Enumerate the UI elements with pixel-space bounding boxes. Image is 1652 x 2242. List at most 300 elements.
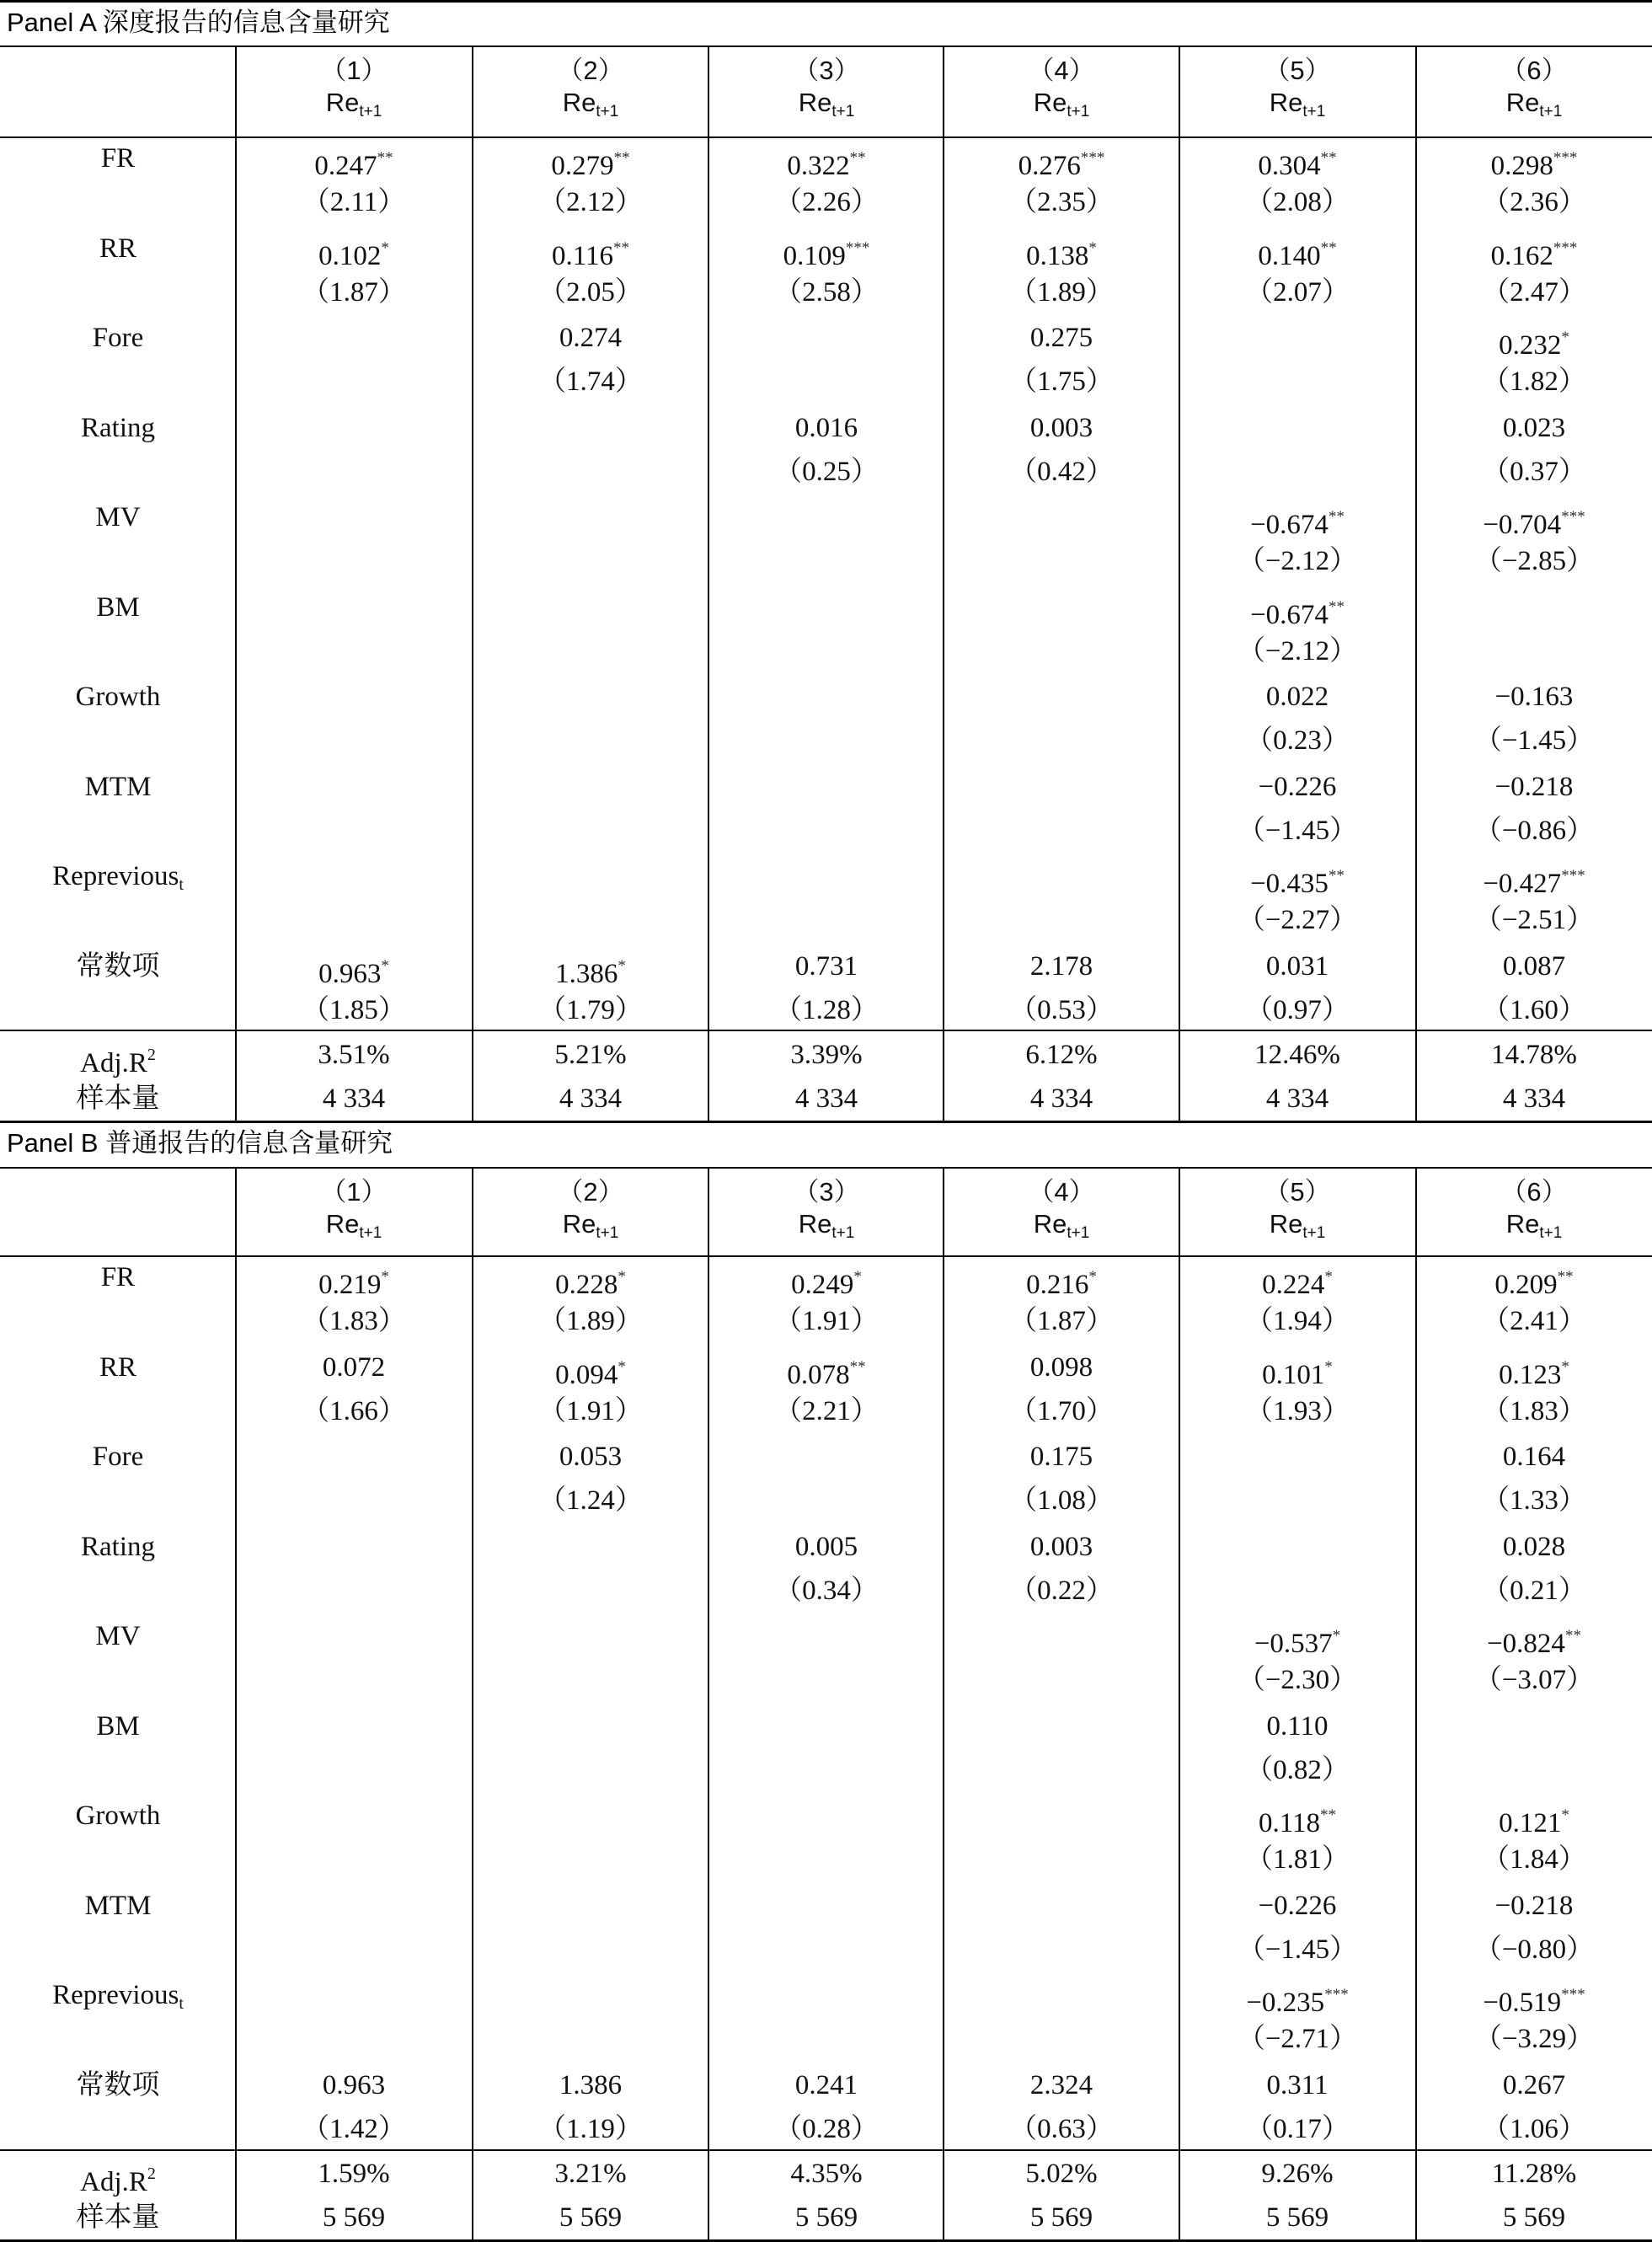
row-label-text: Reprevious xyxy=(52,1980,179,2010)
coefficient-value: −0.674 xyxy=(1250,599,1329,630)
coefficient xyxy=(1416,1260,1652,1302)
significance-stars: *** xyxy=(1561,1986,1585,2004)
dependent-var-name: Re xyxy=(798,1209,832,1239)
t-statistic: （1.74） xyxy=(538,367,643,397)
row-label-text: Fore xyxy=(92,1442,144,1472)
coefficient-value: −0.163 xyxy=(1494,682,1574,712)
column-dependent-var xyxy=(236,88,472,127)
coefficient xyxy=(1179,500,1415,542)
column-number: （5） xyxy=(1264,1177,1331,1207)
coefficient xyxy=(473,1351,708,1392)
t-statistic: （−3.29） xyxy=(1473,2024,1595,2054)
t-statistic: （−2.85） xyxy=(1473,546,1595,576)
coefficient-value: −0.824 xyxy=(1487,1629,1565,1659)
sample-size-label: 样本量 xyxy=(76,1084,160,1114)
adj-r2-label-text: Adj.R xyxy=(80,2167,147,2197)
coefficient xyxy=(473,232,708,273)
coefficient-value: 1.386 xyxy=(559,2069,623,2100)
coefficient xyxy=(236,1351,472,1384)
row-label xyxy=(0,770,236,804)
coefficient-value: 0.311 xyxy=(1266,2069,1329,2100)
t-statistic: （−3.07） xyxy=(1473,1665,1595,1695)
column-number: （3） xyxy=(793,56,860,85)
coefficient-value: −0.704 xyxy=(1483,510,1562,540)
coefficient xyxy=(944,950,1179,983)
row-label-text: MTM xyxy=(84,1890,152,1921)
coefficient xyxy=(944,411,1179,445)
coefficient-value: 0.110 xyxy=(1266,1710,1329,1742)
row-label-text: RR xyxy=(99,233,137,264)
column-dependent-var xyxy=(473,1209,708,1249)
coefficient xyxy=(1416,1530,1652,1564)
coefficient-value: 0.072 xyxy=(322,1351,386,1383)
coefficient xyxy=(236,2068,472,2102)
coefficient-value: 0.053 xyxy=(559,1442,623,1472)
adj-r2-value: 3.51% xyxy=(318,1040,390,1070)
t-statistic: （1.83） xyxy=(1482,1395,1586,1426)
t-statistic: （2.58） xyxy=(774,276,879,308)
adj-r2-value: 3.21% xyxy=(554,2159,627,2189)
t-statistic: （0.17） xyxy=(1245,2113,1350,2144)
t-statistic: （0.21） xyxy=(1482,1575,1586,1606)
coefficient xyxy=(473,1260,708,1302)
t-statistic: （1.87） xyxy=(302,276,406,308)
t-statistic: （−0.86） xyxy=(1473,815,1595,846)
row-label-text: Rating xyxy=(81,412,155,443)
coefficient-value: −0.427 xyxy=(1483,869,1562,899)
significance-stars: *** xyxy=(1324,1986,1349,2004)
row-label xyxy=(0,680,236,714)
coefficient-value: 0.274 xyxy=(559,323,623,353)
dependent-var-subscript: t+1 xyxy=(596,103,619,120)
column-number: （2） xyxy=(557,1177,624,1207)
t-statistic: （1.91） xyxy=(538,1395,643,1426)
dependent-var-subscript: t+1 xyxy=(831,103,855,120)
t-statistic: （1.08） xyxy=(1009,1485,1114,1516)
coefficient-value: −0.674 xyxy=(1250,510,1329,540)
coefficient-value: 0.028 xyxy=(1502,1531,1566,1562)
dependent-var-subscript: t+1 xyxy=(596,1224,619,1242)
row-label-text: Fore xyxy=(92,323,144,353)
row-label-text: FR xyxy=(100,1262,136,1292)
t-statistic: （1.91） xyxy=(774,1306,879,1336)
dependent-var-name: Re xyxy=(562,1209,596,1239)
coefficient-value: 0.118 xyxy=(1258,1808,1321,1838)
column-dependent-var xyxy=(1179,88,1415,127)
dependent-var-subscript: t+1 xyxy=(359,1224,382,1242)
panel-title: Panel B 普通报告的信息含量研究 xyxy=(7,1128,393,1158)
row-label xyxy=(0,142,236,175)
row-label xyxy=(0,1799,236,1833)
column-number: （6） xyxy=(1500,56,1568,85)
dependent-var-name: Re xyxy=(798,88,832,117)
adj-r2-superscript: 2 xyxy=(147,2164,156,2183)
column-number: （1） xyxy=(320,1177,388,1207)
row-label xyxy=(0,1530,236,1564)
coefficient-value: −0.537 xyxy=(1254,1629,1333,1659)
t-statistic: （0.23） xyxy=(1245,725,1350,756)
row-label-text: BM xyxy=(96,1710,140,1742)
dependent-var-name: Re xyxy=(325,1209,360,1239)
coefficient-value: 0.241 xyxy=(794,2069,858,2100)
significance-stars: ** xyxy=(1328,508,1345,526)
column-number: （5） xyxy=(1264,56,1331,85)
t-statistic: （1.89） xyxy=(1009,276,1114,308)
adj-r2-superscript: 2 xyxy=(147,1046,156,1064)
column-number: （2） xyxy=(557,56,624,85)
coefficient xyxy=(1179,1351,1415,1392)
sample-size-value: 4 334 xyxy=(1265,1084,1329,1114)
t-statistic: （0.25） xyxy=(774,456,879,487)
t-statistic: （2.11） xyxy=(302,187,406,217)
t-statistic: （2.35） xyxy=(1009,187,1114,217)
coefficient-value: 0.003 xyxy=(1029,1531,1093,1562)
row-label-text: Growth xyxy=(75,682,161,712)
coefficient xyxy=(1416,232,1652,273)
dependent-var-subscript: t+1 xyxy=(1067,103,1090,120)
t-statistic: （1.19） xyxy=(538,2113,643,2144)
t-statistic: （1.79） xyxy=(538,994,643,1025)
adj-r2-value: 4.35% xyxy=(790,2159,863,2189)
row-label xyxy=(0,1619,236,1653)
row-label xyxy=(0,591,236,624)
adj-r2-value: 14.78% xyxy=(1491,1040,1577,1070)
coefficient-value: 0.164 xyxy=(1502,1442,1566,1472)
sample-size-label: 样本量 xyxy=(76,2202,160,2233)
coefficient-value: 0.731 xyxy=(794,950,858,982)
column-dependent-var xyxy=(708,88,944,127)
coefficient xyxy=(1416,1889,1652,1923)
coefficient-value: 0.232 xyxy=(1499,330,1562,361)
significance-stars: *** xyxy=(1553,149,1578,167)
coefficient xyxy=(1179,142,1415,183)
coefficient-value: 0.249 xyxy=(791,1270,854,1300)
row-label xyxy=(0,1260,236,1294)
t-statistic: （−2.27） xyxy=(1237,905,1358,935)
coefficient-value: 2.178 xyxy=(1029,950,1093,982)
adj-r2-value: 1.59% xyxy=(318,2159,390,2189)
sample-size-value: 5 569 xyxy=(322,2202,386,2233)
sample-size-value: 4 334 xyxy=(559,1084,623,1114)
row-label-text: MTM xyxy=(84,771,152,802)
significance-stars: * xyxy=(617,956,626,975)
column-dependent-var xyxy=(236,1209,472,1249)
t-statistic: （0.97） xyxy=(1245,994,1350,1025)
row-label-subscript: t xyxy=(179,875,184,894)
coefficient xyxy=(1416,1978,1652,2020)
coefficient xyxy=(473,1440,708,1474)
coefficient-value: 0.140 xyxy=(1258,240,1321,271)
coefficient-value: 0.098 xyxy=(1029,1351,1093,1383)
coefficient-value: −0.235 xyxy=(1246,1988,1325,2018)
coefficient-value: 0.275 xyxy=(1029,323,1093,353)
header-rule xyxy=(0,136,1652,138)
adj-r2-value: 5.21% xyxy=(554,1040,627,1070)
coefficient-value: 0.023 xyxy=(1502,412,1566,443)
t-statistic: （0.53） xyxy=(1009,994,1114,1025)
sample-size-value: 5 569 xyxy=(559,2202,623,2233)
coefficient-value: 0.322 xyxy=(787,151,850,181)
column-dependent-var xyxy=(1416,1209,1652,1249)
significance-stars: * xyxy=(1088,238,1097,257)
coefficient-value: 0.022 xyxy=(1265,682,1329,712)
adj-r2-label xyxy=(0,2157,236,2199)
coefficient-value: −0.519 xyxy=(1483,1988,1562,2018)
t-statistic: （2.47） xyxy=(1482,276,1586,308)
coefficient-value: −0.226 xyxy=(1258,771,1337,802)
coefficient xyxy=(708,1530,944,1564)
dependent-var-subscript: t+1 xyxy=(1539,1224,1563,1242)
t-statistic: （−1.45） xyxy=(1237,815,1358,846)
row-label xyxy=(0,232,236,265)
significance-stars: *** xyxy=(1561,867,1585,885)
row-label-text: Rating xyxy=(81,1531,155,1562)
significance-stars: *** xyxy=(1561,508,1585,526)
coefficient xyxy=(236,232,472,273)
coefficient-value: 0.109 xyxy=(783,240,846,271)
coefficient-value: 0.279 xyxy=(551,151,614,181)
coefficient xyxy=(1179,591,1415,632)
significance-stars: ** xyxy=(1320,149,1337,167)
adj-rule xyxy=(0,1030,1652,1031)
t-statistic: （1.75） xyxy=(1009,367,1114,397)
t-statistic: （1.83） xyxy=(302,1306,406,1336)
t-statistic: （−1.45） xyxy=(1473,725,1595,756)
coefficient xyxy=(473,142,708,183)
column-number: （6） xyxy=(1500,1177,1568,1207)
coefficient xyxy=(944,2068,1179,2102)
t-statistic: （1.82） xyxy=(1482,367,1586,397)
coefficient xyxy=(1179,680,1415,714)
header-rule xyxy=(0,1255,1652,1257)
coefficient-value: 0.963 xyxy=(322,2069,386,2100)
t-statistic: （0.37） xyxy=(1482,456,1586,487)
coefficient-value: 0.101 xyxy=(1262,1359,1325,1390)
coefficient xyxy=(236,1260,472,1302)
coefficient-value: 0.162 xyxy=(1490,240,1553,271)
sample-size-value: 5 569 xyxy=(794,2202,858,2233)
coefficient xyxy=(236,950,472,991)
sample-size-value: 4 334 xyxy=(1502,1084,1566,1114)
t-statistic: （2.12） xyxy=(538,187,643,217)
coefficient xyxy=(708,1351,944,1392)
coefficient-value: 0.276 xyxy=(1018,151,1081,181)
row-label xyxy=(0,321,236,355)
coefficient-value: 0.216 xyxy=(1026,1270,1089,1300)
adj-r2-value: 5.02% xyxy=(1025,2159,1098,2189)
coefficient-value: 0.228 xyxy=(555,1270,618,1300)
t-statistic: （1.06） xyxy=(1482,2113,1586,2144)
t-statistic: （−2.12） xyxy=(1237,546,1358,576)
coefficient xyxy=(1416,770,1652,804)
coefficient xyxy=(1416,680,1652,714)
coefficient-value: −0.218 xyxy=(1494,1890,1574,1921)
dependent-var-subscript: t+1 xyxy=(831,1224,855,1242)
coefficient xyxy=(1416,2068,1652,2102)
significance-stars: *** xyxy=(1080,149,1105,167)
row-label xyxy=(0,1440,236,1474)
coefficient-value: 0.078 xyxy=(787,1359,850,1390)
coefficient-value: 0.247 xyxy=(314,151,377,181)
t-statistic: （−2.30） xyxy=(1237,1665,1358,1695)
row-label-text: Reprevious xyxy=(52,861,179,891)
coefficient xyxy=(1416,1619,1652,1661)
significance-stars: * xyxy=(381,956,389,975)
coefficient xyxy=(708,232,944,273)
coefficient xyxy=(708,950,944,983)
dependent-var-name: Re xyxy=(1033,88,1067,117)
t-statistic: （1.94） xyxy=(1245,1306,1350,1336)
coefficient xyxy=(944,1530,1179,1564)
row-label xyxy=(0,950,236,983)
t-statistic: （2.07） xyxy=(1245,276,1350,308)
coefficient xyxy=(1416,950,1652,983)
significance-stars: * xyxy=(1324,1268,1333,1286)
t-statistic: （1.81） xyxy=(1245,1844,1350,1875)
panel-title-rule xyxy=(0,1167,1652,1169)
sample-size-value: 4 334 xyxy=(794,1084,858,1114)
coefficient-value: 0.267 xyxy=(1502,2069,1566,2100)
sample-size-value: 5 569 xyxy=(1502,2202,1566,2233)
coefficient-value: 0.298 xyxy=(1490,151,1553,181)
coefficient xyxy=(1179,770,1415,804)
coefficient-value: 0.138 xyxy=(1026,240,1089,271)
row-label-text: MV xyxy=(95,1621,141,1651)
dependent-var-name: Re xyxy=(1033,1209,1067,1239)
t-statistic: （1.87） xyxy=(1009,1306,1114,1336)
coefficient xyxy=(944,232,1179,273)
column-dependent-var xyxy=(944,88,1179,127)
coefficient xyxy=(1416,1799,1652,1840)
dependent-var-subscript: t+1 xyxy=(1539,103,1563,120)
coefficient xyxy=(708,2068,944,2102)
t-statistic: （2.08） xyxy=(1245,187,1350,217)
coefficient xyxy=(1179,859,1415,901)
coefficient xyxy=(1179,1619,1415,1661)
column-dependent-var xyxy=(473,88,708,127)
coefficient-value: 0.304 xyxy=(1258,151,1321,181)
coefficient xyxy=(1179,1260,1415,1302)
t-statistic: （1.93） xyxy=(1245,1395,1350,1426)
dependent-var-subscript: t+1 xyxy=(1302,103,1326,120)
sample-size-value: 4 334 xyxy=(322,1084,386,1114)
significance-stars: ** xyxy=(613,149,630,167)
coefficient-value: 0.116 xyxy=(551,240,614,271)
coefficient xyxy=(1179,232,1415,273)
coefficient xyxy=(1179,2068,1415,2102)
t-statistic: （−2.71） xyxy=(1237,2024,1358,2054)
significance-stars: ** xyxy=(613,238,630,257)
row-label xyxy=(0,1710,236,1743)
row-label xyxy=(0,500,236,534)
coefficient xyxy=(1179,1799,1415,1840)
t-statistic: （2.41） xyxy=(1482,1306,1586,1336)
coefficient xyxy=(1416,142,1652,183)
coefficient-value: 2.324 xyxy=(1029,2069,1093,2100)
t-statistic: （2.36） xyxy=(1482,187,1586,217)
coefficient xyxy=(1416,321,1652,362)
significance-stars: * xyxy=(381,1268,389,1286)
row-label-text: MV xyxy=(95,502,141,532)
t-statistic: （0.28） xyxy=(774,2113,879,2144)
t-statistic: （0.63） xyxy=(1009,2113,1114,2144)
t-statistic: （−2.51） xyxy=(1473,905,1595,935)
coefficient xyxy=(473,2068,708,2102)
t-statistic: （1.66） xyxy=(302,1395,406,1426)
dependent-var-subscript: t+1 xyxy=(359,103,382,120)
coefficient-value: 0.123 xyxy=(1499,1359,1562,1390)
panel-title: Panel A 深度报告的信息含量研究 xyxy=(7,8,390,37)
coefficient xyxy=(708,411,944,445)
coefficient-value: 1.386 xyxy=(555,958,618,989)
coefficient xyxy=(1416,1440,1652,1474)
coefficient-value: 0.963 xyxy=(318,958,382,989)
t-statistic: （−0.80） xyxy=(1473,1934,1595,1965)
coefficient xyxy=(708,142,944,183)
adj-r2-value: 12.46% xyxy=(1254,1040,1340,1070)
coefficient-value: 0.094 xyxy=(555,1359,618,1390)
row-label xyxy=(0,411,236,445)
significance-stars: * xyxy=(1561,329,1569,346)
significance-stars: ** xyxy=(849,149,866,167)
coefficient-value: −0.435 xyxy=(1250,869,1329,899)
coefficient xyxy=(944,1440,1179,1474)
coefficient-value: 0.005 xyxy=(794,1531,858,1562)
dependent-var-name: Re xyxy=(1269,1209,1303,1239)
coefficient xyxy=(944,1351,1179,1384)
sample-size-value: 5 569 xyxy=(1265,2202,1329,2233)
coefficient xyxy=(708,1260,944,1302)
significance-stars: ** xyxy=(1557,1268,1574,1286)
coefficient-value: 0.209 xyxy=(1494,1270,1558,1300)
significance-stars: ** xyxy=(1320,238,1337,257)
coefficient xyxy=(1179,950,1415,983)
coefficient xyxy=(473,321,708,355)
significance-stars: ** xyxy=(1320,1806,1337,1824)
t-statistic: （−2.12） xyxy=(1237,635,1358,666)
coefficient-value: −0.226 xyxy=(1258,1890,1337,1921)
significance-stars: ** xyxy=(1328,597,1345,616)
t-statistic: （1.24） xyxy=(538,1485,643,1516)
significance-stars: * xyxy=(1561,1806,1569,1824)
significance-stars: *** xyxy=(1553,238,1578,257)
t-statistic: （1.85） xyxy=(302,994,406,1025)
coefficient xyxy=(1416,500,1652,542)
dependent-var-name: Re xyxy=(1505,88,1540,117)
coefficient-value: 0.219 xyxy=(318,1270,382,1300)
adj-r2-label xyxy=(0,1038,236,1080)
adj-r2-value: 9.26% xyxy=(1261,2159,1334,2189)
t-statistic: （2.26） xyxy=(774,187,879,217)
t-statistic: （1.84） xyxy=(1482,1844,1586,1875)
t-statistic: （1.89） xyxy=(538,1306,643,1336)
adj-r2-value: 6.12% xyxy=(1025,1040,1098,1070)
column-dependent-var xyxy=(944,1209,1179,1249)
t-statistic: （0.34） xyxy=(774,1575,879,1606)
adj-rule xyxy=(0,2149,1652,2151)
row-label xyxy=(0,859,236,902)
column-dependent-var xyxy=(1416,88,1652,127)
coefficient-value: 0.102 xyxy=(318,240,382,271)
row-label-text: 常数项 xyxy=(76,2069,160,2100)
row-label xyxy=(0,1351,236,1384)
significance-stars: ** xyxy=(377,149,393,167)
significance-stars: * xyxy=(1324,1357,1333,1376)
column-dependent-var xyxy=(1179,1209,1415,1249)
coefficient xyxy=(236,142,472,183)
row-label xyxy=(0,1889,236,1923)
column-number: （3） xyxy=(793,1177,860,1207)
